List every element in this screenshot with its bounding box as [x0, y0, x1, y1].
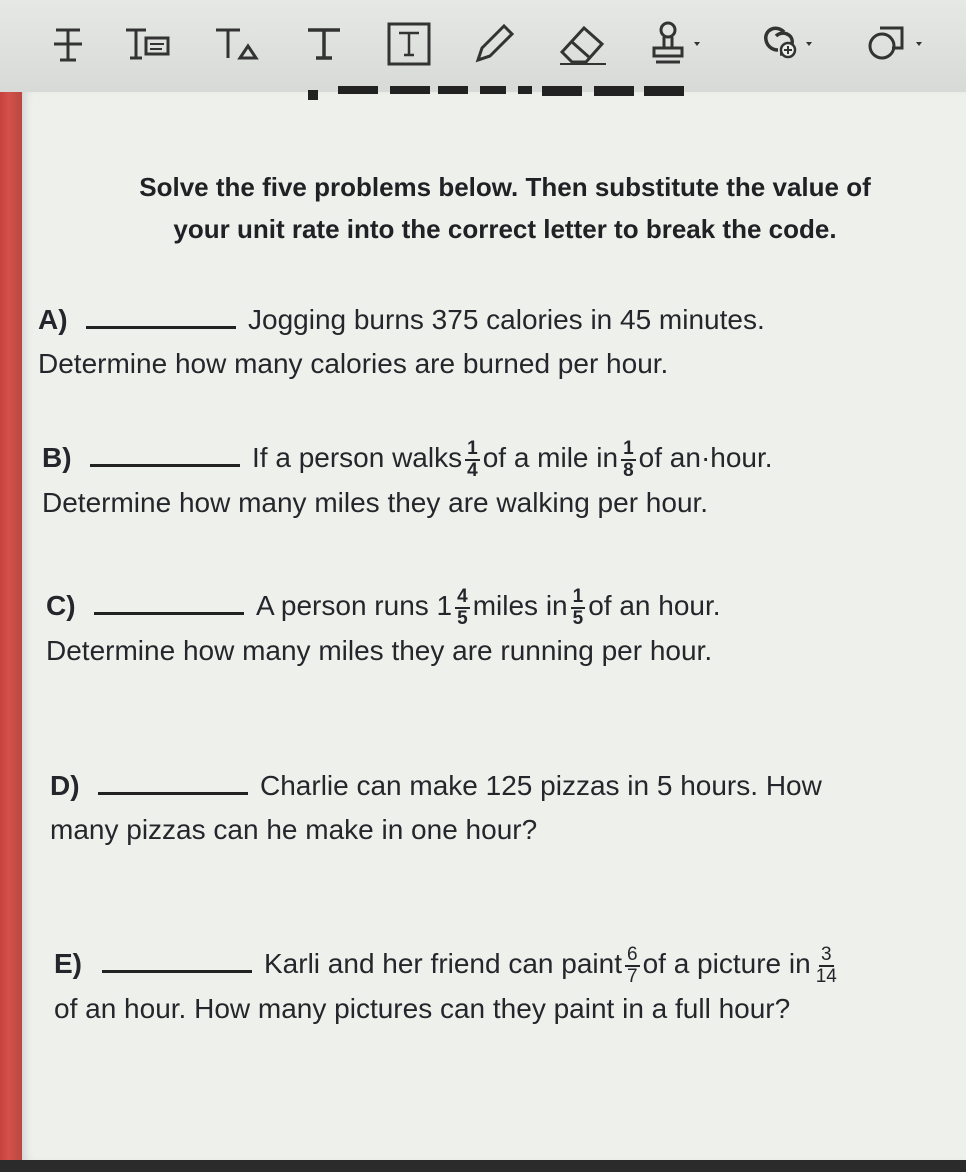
fraction: [621, 439, 636, 481]
stamp-icon[interactable]: [650, 18, 712, 70]
problem-label: D): [50, 770, 80, 801]
problem-text: Determine how many miles they are walking per hour.: [42, 486, 709, 518]
problem-text: Determine how many miles they are running per hour.: [46, 634, 713, 666]
problem-label: E): [54, 948, 82, 979]
problem-text: Determine how many calories are burned per hour.: [38, 348, 669, 379]
fraction-denominator: 14: [815, 965, 837, 987]
fraction: [465, 439, 480, 481]
problem-label: A): [38, 304, 68, 335]
fraction-numerator: 1: [623, 437, 634, 459]
problem-label: C): [46, 590, 76, 621]
problem-text: many pizzas can he make in one hour?: [50, 814, 538, 845]
cut-off-heading: [308, 86, 688, 104]
fraction-numerator: 6: [627, 943, 638, 965]
problem-c: [46, 584, 966, 673]
problem-text: Jogging burns 375 calories in 45 minutes.: [248, 304, 765, 335]
eraser-icon[interactable]: [556, 18, 610, 70]
problem-text: If a person walks: [252, 442, 463, 473]
problem-text: of a picture in: [642, 948, 811, 979]
fraction-numerator: 4: [457, 585, 468, 607]
problem-text: A person runs 1: [256, 590, 453, 621]
shapes-icon[interactable]: [862, 18, 930, 70]
problem-text: miles in: [472, 590, 568, 621]
fraction: [455, 587, 470, 629]
bottom-edge: [0, 1160, 966, 1172]
fraction: [571, 587, 586, 629]
answer-blank-a[interactable]: [86, 302, 236, 329]
fraction-numerator: 3: [820, 943, 832, 965]
fraction-numerator: 1: [572, 585, 584, 607]
fraction-numerator: 1: [467, 437, 478, 459]
problem-text: of a mile in: [482, 442, 619, 473]
fraction-denominator: 8: [623, 459, 634, 481]
problem-b: [42, 436, 962, 525]
textbox-icon[interactable]: [386, 18, 432, 70]
attach-icon[interactable]: [758, 18, 820, 70]
text-comment-icon[interactable]: [122, 18, 172, 70]
red-page-edge: [0, 92, 22, 1160]
fraction-denominator: 4: [467, 459, 478, 481]
problem-text: of an·hour.: [638, 442, 773, 473]
answer-blank-b[interactable]: [90, 440, 240, 467]
answer-blank-e[interactable]: [102, 946, 252, 973]
problem-a: [38, 298, 958, 386]
fraction: [625, 945, 640, 987]
fraction-denominator: 5: [457, 607, 468, 629]
problem-text: of an hour.: [588, 590, 721, 621]
problem-d: [50, 764, 966, 852]
fraction-denominator: 5: [572, 607, 584, 629]
problem-label: B): [42, 442, 72, 473]
annotation-toolbar: [0, 0, 966, 93]
pencil-icon[interactable]: [470, 18, 518, 70]
instructions-line-1: Solve the five problems below. Then substitute the value of: [139, 172, 871, 202]
text-highlight-icon[interactable]: [212, 18, 262, 70]
problem-e: [54, 942, 966, 1031]
problem-text: Charlie can make 125 pizzas in 5 hours. How: [260, 770, 822, 801]
text-tool-icon[interactable]: [304, 18, 344, 70]
problem-text: Karli and her friend can paint: [264, 948, 622, 979]
fraction-denominator: 7: [627, 965, 638, 987]
instructions-line-2: your unit rate into the correct letter to break the code.: [173, 214, 837, 244]
fraction: [814, 945, 839, 987]
instructions: [40, 166, 966, 250]
answer-blank-c[interactable]: [94, 588, 244, 615]
answer-blank-d[interactable]: [98, 768, 248, 795]
problem-text: of an hour. How many pictures can they paint in a full hour?: [54, 992, 791, 1024]
strikethrough-text-icon[interactable]: [50, 18, 86, 70]
